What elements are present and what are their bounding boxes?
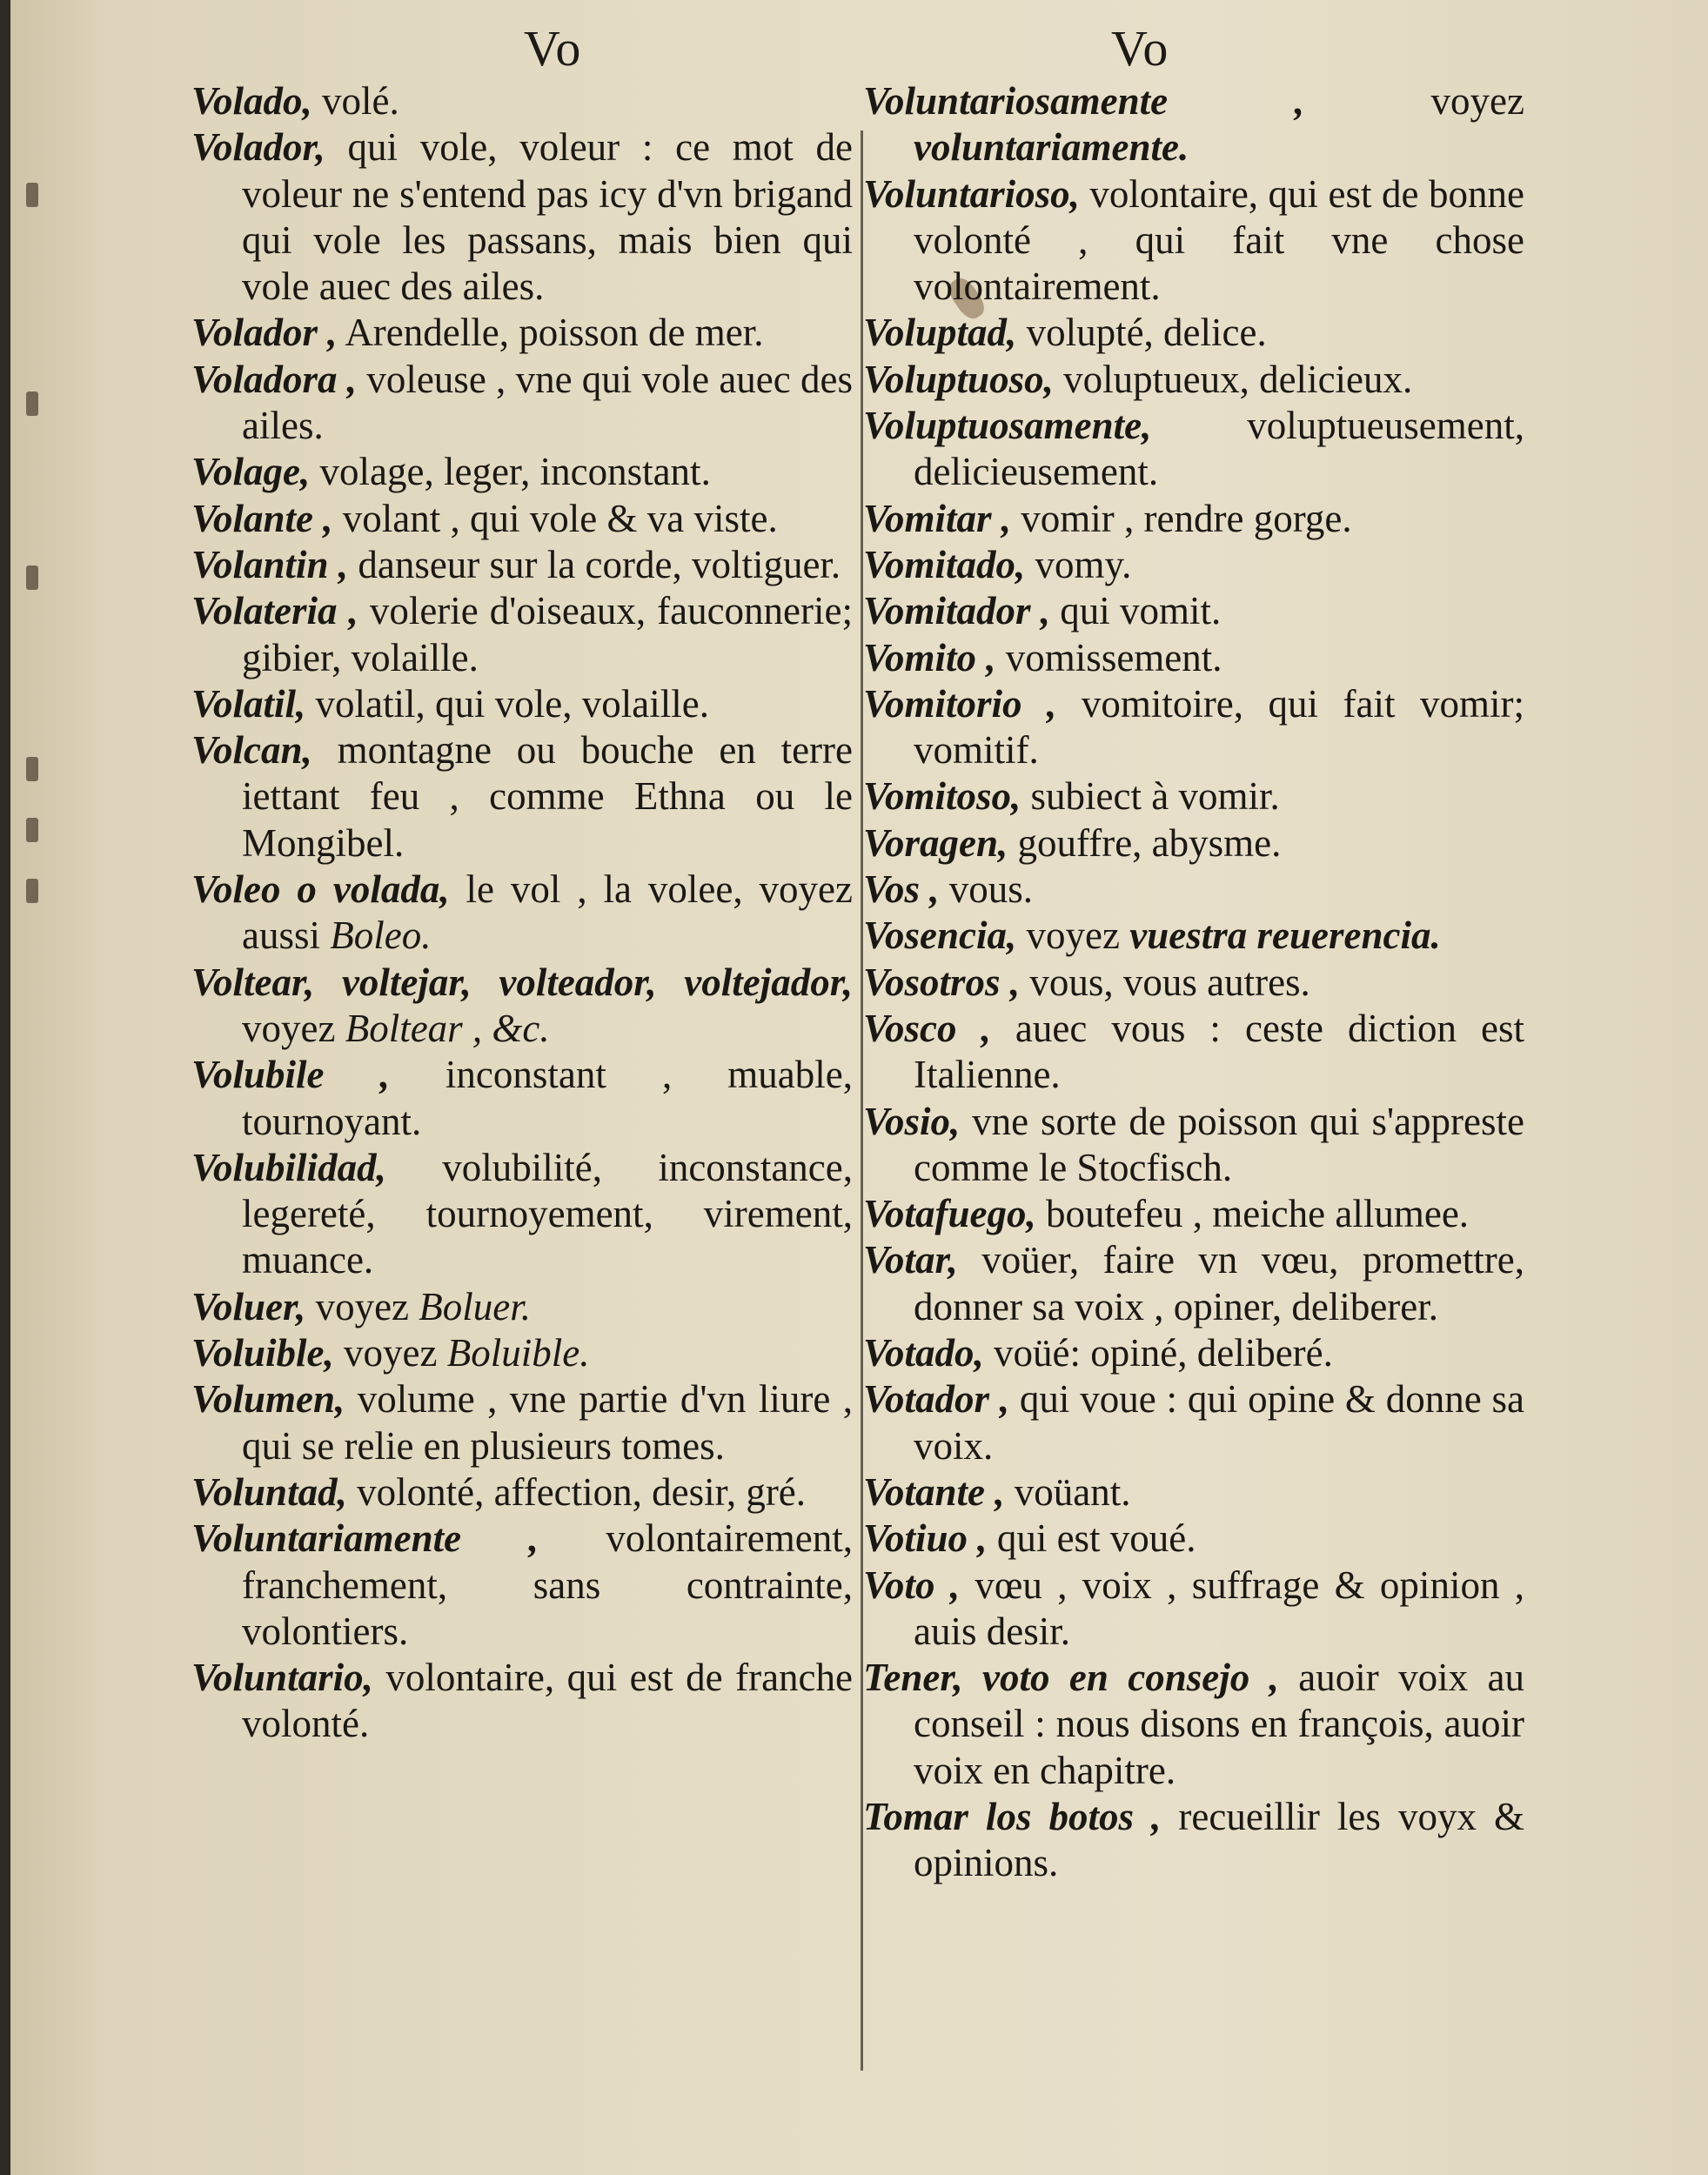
dictionary-entry: Voragen, gouffre, abysme. bbox=[863, 820, 1282, 865]
left-column bbox=[191, 78, 853, 1748]
dictionary-entry: Volcan, montagne ou bouche en terre iettant feu , comme Ethna ou le Mongibel. bbox=[191, 728, 853, 865]
dictionary-entry: Voluntario, volontaire, qui est de franche volonté. bbox=[191, 1656, 853, 1746]
dictionary-entry: Voluntarioso, volontaire, qui est de bonne volonté , qui fait vne chose volontairement. bbox=[863, 171, 1524, 309]
dictionary-entry: Votar, voüer, faire vn vœu, promettre, donner sa voix , opiner, deliberer. bbox=[863, 1238, 1524, 1328]
dictionary-entry: Votado, voüé: opiné, deliberé. bbox=[863, 1331, 1333, 1375]
spine-marks bbox=[21, 157, 52, 940]
dictionary-entry: Tomar los botos , recueillir les voyx & opinions. bbox=[863, 1794, 1525, 1885]
dictionary-entry: Voluntad, volonté, affection, desir, gré. bbox=[191, 1469, 807, 1514]
dictionary-entry: Volumen, volume , vne partie d'vn liure , qui se relie en plusieurs tomes. bbox=[191, 1377, 853, 1468]
dictionary-entry: Vos , vous. bbox=[863, 867, 1034, 912]
dictionary-entry: Votador , qui voue : qui opine & donne sa voix. bbox=[863, 1377, 1524, 1468]
dictionary-entry: Tener, voto en consejo , auoir voix au conseil : nous disons en françois, auoir voix en chapitre. bbox=[863, 1656, 1524, 1792]
dictionary-entry: Vomitorio , vomitoire, qui fait vomir; vomitif. bbox=[863, 681, 1524, 773]
page-edge bbox=[0, 0, 10, 2175]
dictionary-entry: Vomitar , vomir , rendre gorge. bbox=[863, 496, 1352, 540]
dictionary-entry: Volante , volant , qui vole & va viste. bbox=[191, 496, 778, 540]
dictionary-entry: Vosio, vne sorte de poisson qui s'appreste comme le Stocfisch. bbox=[863, 1099, 1524, 1189]
dictionary-entry: Vosco , auec vous : ceste diction est Italienne. bbox=[863, 1006, 1524, 1097]
dictionary-entry: Vomitoso, subiect à vomir. bbox=[863, 774, 1280, 819]
dictionary-entry: Voluptad, volupté, delice. bbox=[863, 311, 1267, 355]
dictionary-entry: Voleo o volada, le vol , la volee, voyez aussi Boleo. bbox=[191, 867, 853, 958]
dictionary-entry: Volatil, volatil, qui vole, volaille. bbox=[191, 681, 709, 726]
dictionary-entry: Votiuo , qui est voué. bbox=[863, 1516, 1196, 1561]
dictionary-entry: Vomito , vomissement. bbox=[863, 635, 1222, 679]
running-header-right: Vo bbox=[1111, 20, 1170, 77]
dictionary-entry: Volateria , volerie d'oiseaux, fauconnerie; gibier, volaille. bbox=[191, 589, 853, 679]
dictionary-entry: Votafuego, boutefeu , meiche allumee. bbox=[863, 1192, 1470, 1236]
book-page bbox=[10, 0, 1708, 2175]
dictionary-entry: Vomitador , qui vomit. bbox=[863, 589, 1222, 633]
dictionary-entry: Voluer, voyez Boluer. bbox=[191, 1284, 532, 1328]
dictionary-entry: Volador, qui vole, voleur : ce mot de voleur ne s'entend pas icy d'vn brigand qui vole les passans, mais bien qui vole auec des ailes. bbox=[191, 125, 853, 309]
dictionary-entry: Votante , voüant. bbox=[863, 1469, 1131, 1514]
dictionary-entry: Voltear, voltejar, volteador, voltejador, voyez Boltear , &c. bbox=[191, 960, 853, 1050]
dictionary-entry: Volage, volage, leger, inconstant. bbox=[191, 450, 711, 494]
dictionary-entry: Vosotros , vous, vous autres. bbox=[863, 960, 1310, 1004]
dictionary-entry: Voluible, voyez Boluible. bbox=[191, 1331, 590, 1375]
dictionary-entry: Volador , Arendelle, poisson de mer. bbox=[191, 311, 764, 355]
dictionary-entry: Vomitado, vomy. bbox=[863, 542, 1132, 586]
dictionary-entry: Voto , vœu , voix , suffrage & opinion , auis desir. bbox=[863, 1563, 1525, 1653]
dictionary-entry: Volantin , danseur sur la corde, voltiguer. bbox=[191, 542, 841, 586]
dictionary-entry: Voluptuoso, voluptueux, delicieux. bbox=[863, 357, 1413, 401]
dictionary-entry: Vosencia, voyez vuestra reuerencia. bbox=[863, 914, 1441, 958]
dictionary-entry: Voluntariosamente , voyez voluntariamente. bbox=[863, 79, 1525, 170]
dictionary-entry: Volado, volé. bbox=[191, 79, 399, 123]
dictionary-entry: Voluptuosamente, voluptueusement, delicieusement. bbox=[863, 404, 1524, 494]
dictionary-entry: Voluntariamente , volontairement, franchement, sans contrainte, volontiers. bbox=[191, 1516, 853, 1653]
dictionary-entry: Voladora , voleuse , vne qui vole auec des ailes. bbox=[191, 357, 853, 448]
right-column bbox=[863, 78, 1524, 1887]
running-header-left: Vo bbox=[524, 20, 583, 77]
dictionary-entry: Volubilidad, volubilité, inconstance, legereté, tournoyement, virement, muance. bbox=[191, 1145, 853, 1282]
dictionary-entry: Volubile , inconstant , muable, tournoyant. bbox=[191, 1053, 853, 1143]
